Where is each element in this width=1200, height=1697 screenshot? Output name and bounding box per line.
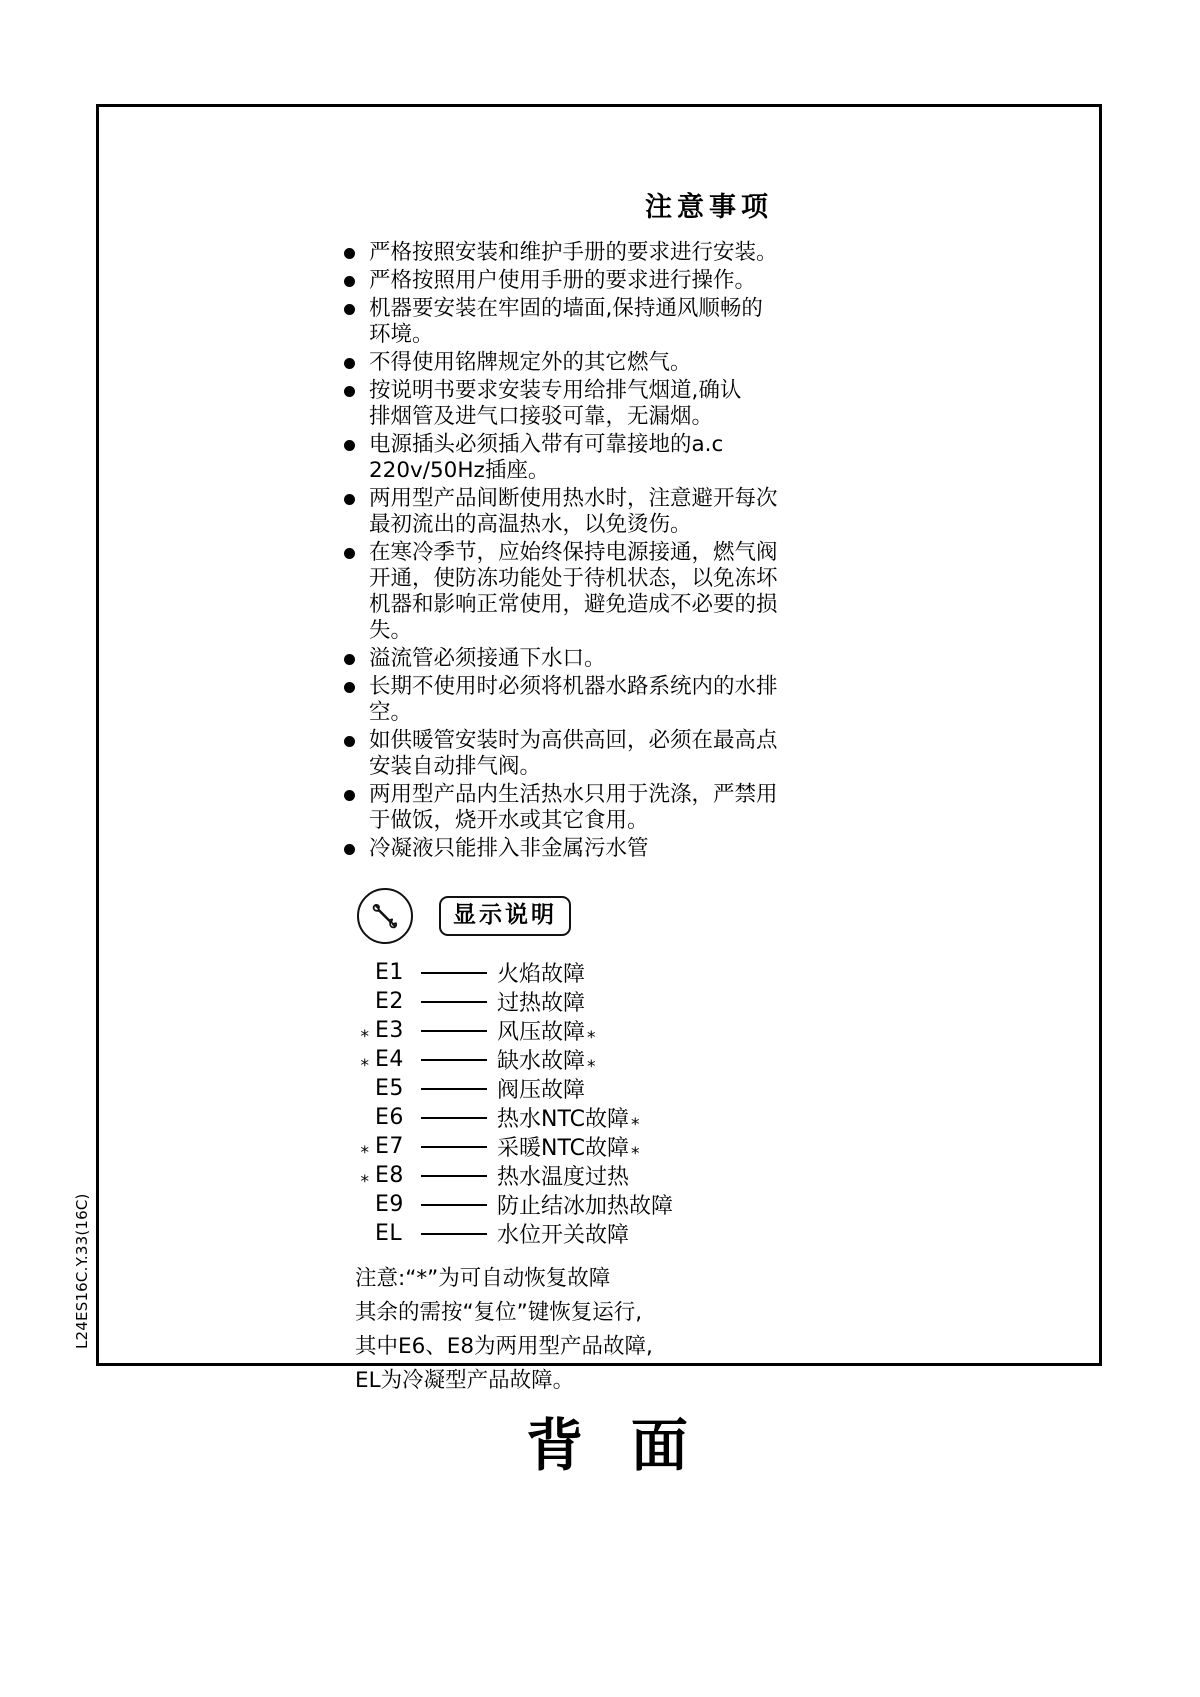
- error-code-row: [355, 1074, 1019, 1103]
- error-code: E8: [375, 1163, 404, 1188]
- notice-item-line: 不得使用铭牌规定外的其它燃气。: [369, 350, 692, 375]
- notice-item-line: 安装自动排气阀。: [369, 754, 542, 779]
- error-code-row: [355, 1161, 1019, 1190]
- notice-item: [339, 296, 763, 348]
- notice-item: [339, 728, 778, 780]
- page-title: 注意事项: [645, 192, 773, 223]
- error-code-row: [355, 1132, 1019, 1164]
- page-content: [339, 185, 1019, 1398]
- error-star-right: *: [587, 1027, 596, 1048]
- error-code-row: [355, 1219, 1019, 1248]
- wrench-icon: [357, 888, 413, 944]
- error-dash-separator: [421, 1030, 487, 1032]
- error-description: 采暖NTC故障: [497, 1136, 629, 1161]
- error-star-left: *: [360, 1055, 369, 1076]
- notice-item-line: 失。: [369, 618, 413, 643]
- error-description: 热水温度过热: [497, 1165, 630, 1190]
- error-code-list: [339, 958, 1019, 1248]
- notice-list: [339, 240, 778, 862]
- error-code: E2: [375, 989, 404, 1014]
- notice-item: [339, 432, 759, 484]
- error-code-row: [355, 1016, 1019, 1048]
- error-code: E7: [375, 1134, 404, 1159]
- notice-item-line: 环境。: [369, 322, 434, 347]
- error-star-left: *: [360, 1026, 369, 1047]
- error-dash-separator: [421, 1117, 487, 1119]
- error-description: 阀压故障: [497, 1078, 586, 1103]
- error-star-right: *: [630, 1143, 640, 1164]
- error-note-line: 其中E6、E8为两用型产品故障,: [355, 1334, 653, 1359]
- notice-item-line: 在寒冷季节，应始终保持电源接通，燃气阀: [369, 540, 778, 565]
- notice-item: [339, 782, 778, 834]
- error-star-right: *: [630, 1114, 640, 1135]
- error-notes-list: [339, 1262, 1019, 1398]
- error-description: 防止结冰加热故障: [497, 1194, 674, 1219]
- error-dash-separator: [421, 1088, 487, 1090]
- error-code: E1: [375, 960, 404, 985]
- notice-item: [339, 350, 759, 376]
- notice-item-line: 两用型产品间断使用热水时，注意避开每次: [369, 486, 778, 511]
- notice-item: [339, 268, 759, 294]
- notice-item-line: 机器要安装在牢固的墙面,保持通风顺畅的: [369, 296, 763, 321]
- notice-item: [339, 486, 778, 538]
- error-code-row: [355, 1103, 1019, 1135]
- error-code: E4: [375, 1047, 404, 1072]
- error-star-right: *: [587, 1056, 596, 1077]
- error-code: E3: [375, 1018, 404, 1043]
- error-code: E9: [375, 1192, 404, 1217]
- display-instructions-label: 显示说明: [439, 896, 571, 935]
- error-description: 火焰故障: [497, 962, 586, 987]
- error-description: 热水NTC故障: [497, 1107, 629, 1132]
- notice-item-line: 溢流管必须接通下水口。: [369, 646, 606, 671]
- document-code-label: L24ES16C.Y.33(16C): [73, 1193, 91, 1349]
- error-dash-separator: [421, 1059, 487, 1061]
- notice-item: [339, 836, 759, 862]
- notice-item-line: 电源插头必须插入带有可靠接地的a.c: [369, 432, 724, 457]
- error-star-left: *: [360, 1171, 369, 1192]
- notice-item-line: 机器和影响正常使用，避免造成不必要的损: [369, 592, 778, 617]
- notice-item-line: 开通，使防冻功能处于待机状态，以免冻坏: [369, 566, 778, 591]
- notice-item-line: 冷凝液只能排入非金属污水管: [369, 836, 649, 861]
- notice-item-line: 长期不使用时必须将机器水路系统内的水排: [369, 674, 778, 699]
- error-dash-separator: [421, 972, 487, 974]
- page-border-frame: [73, 104, 1102, 1393]
- notice-item-line: 如供暖管安装时为高供高回，必须在最高点: [369, 728, 778, 753]
- error-description: 风压故障: [497, 1020, 586, 1045]
- notice-item-line: 严格按照用户使用手册的要求进行操作。: [369, 268, 757, 293]
- error-dash-separator: [421, 1233, 487, 1235]
- error-dash-separator: [421, 1204, 487, 1206]
- error-description: 过热故障: [497, 991, 586, 1016]
- notice-item-line: 最初流出的高温热水，以免烫伤。: [369, 512, 692, 537]
- error-star-left: *: [360, 1142, 369, 1163]
- notice-item: [339, 646, 759, 672]
- notice-item: [339, 240, 778, 266]
- error-note-line: EL为冷凝型产品故障。: [355, 1368, 575, 1393]
- notice-item: [339, 674, 778, 726]
- notice-item-line: 空。: [369, 700, 413, 725]
- bottom-page-word: 背 面: [526, 1413, 702, 1479]
- error-code-row: [355, 1045, 1019, 1077]
- error-code-row: [355, 987, 1019, 1016]
- notice-item-line: 按说明书要求安装专用给排气烟道,确认: [369, 378, 742, 403]
- error-note-line: 其余的需按“复位”键恢复运行,: [355, 1300, 643, 1325]
- error-dash-separator: [421, 1001, 487, 1003]
- notice-item-line: 于做饭，烧开水或其它食用。: [369, 808, 649, 833]
- error-dash-separator: [421, 1146, 487, 1148]
- error-code: EL: [375, 1221, 403, 1246]
- notice-item: [339, 540, 778, 644]
- error-code-row: [355, 1190, 1019, 1219]
- error-note-line: 注意:“*”为可自动恢复故障: [355, 1266, 611, 1291]
- error-code-row: [355, 958, 1019, 987]
- notice-item-line: 220v/50Hz插座。: [369, 458, 550, 483]
- notice-item: [339, 378, 759, 430]
- notice-item-line: 两用型产品内生活热水只用于洗涤，严禁用: [369, 782, 778, 807]
- notice-item-line: 排烟管及进气口接驳可靠，无漏烟。: [369, 404, 714, 429]
- notice-item-line: 严格按照安装和维护手册的要求进行安装。: [369, 240, 778, 265]
- error-description: 水位开关故障: [497, 1223, 630, 1248]
- error-dash-separator: [421, 1175, 487, 1177]
- error-code: E6: [375, 1105, 404, 1130]
- error-code: E5: [375, 1076, 404, 1101]
- error-description: 缺水故障: [497, 1049, 586, 1074]
- display-instructions-header: [339, 888, 1019, 944]
